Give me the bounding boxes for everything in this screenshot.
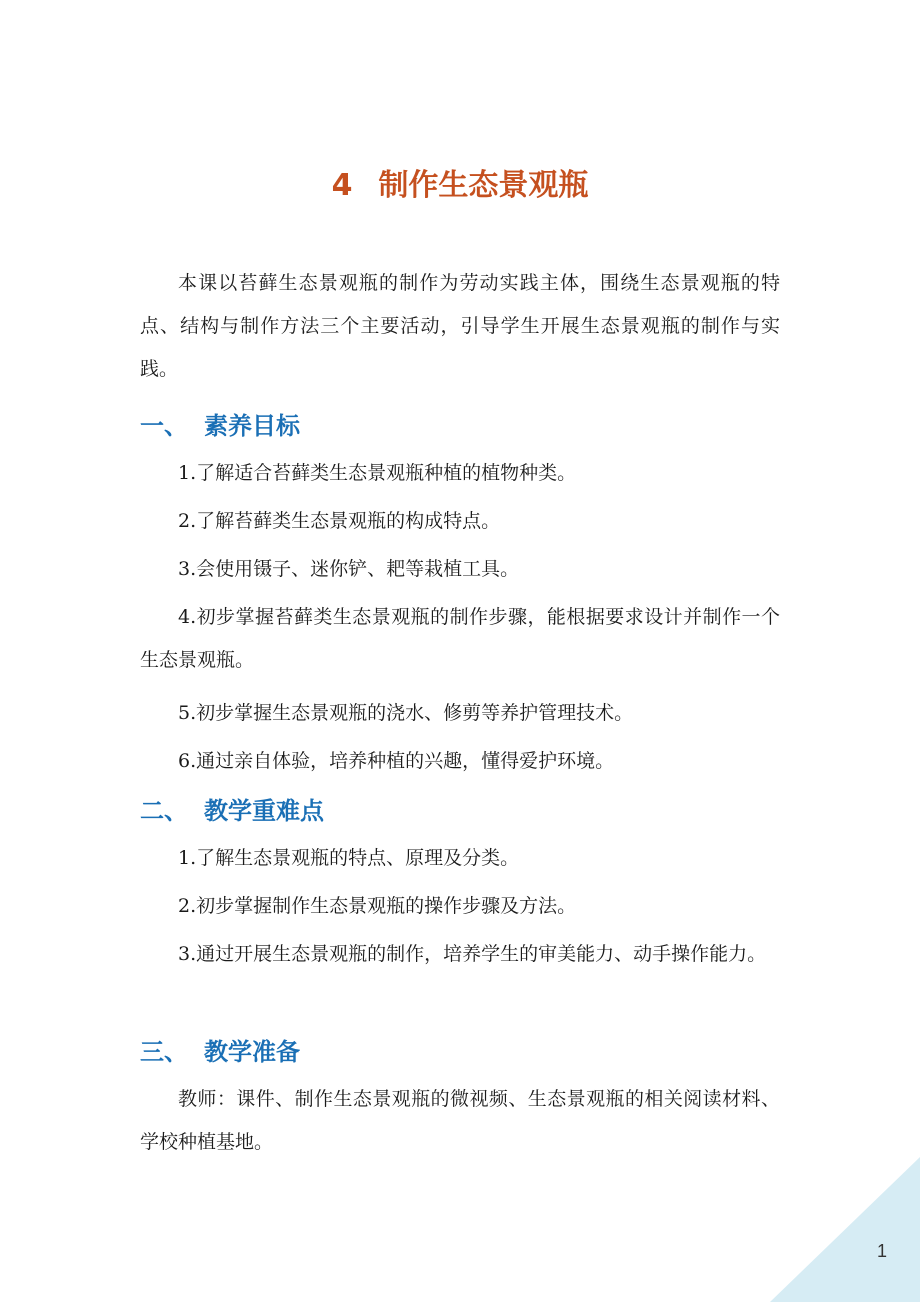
section-title: 教学准备 (204, 1038, 300, 1066)
intro-paragraph: 本课以苔藓生态景观瓶的制作为劳动实践主体，围绕生态景观瓶的特点、结构与制作方法三个主要活动，引导学生开展生态景观瓶的制作与实践。 (140, 272, 780, 380)
list-item: 1.了解适合苔藓类生态景观瓶种植的植物种类。 (178, 462, 577, 484)
list-item: 2.了解苔藓类生态景观瓶的构成特点。 (178, 510, 501, 532)
page-number: 1 (876, 1241, 887, 1261)
section-number: 二、 (140, 797, 188, 825)
section-number: 三、 (140, 1038, 188, 1066)
list-item: 4.初步掌握苔藓类生态景观瓶的制作步骤，能根据要求设计并制作一个生态景观瓶。 (140, 606, 780, 671)
section-number: 一、 (140, 412, 188, 440)
section-title: 教学重难点 (204, 797, 324, 825)
list-item: 3.会使用镊子、迷你铲、耙等栽植工具。 (178, 558, 520, 580)
section-heading-preparation (140, 1036, 300, 1068)
title-text: 制作生态景观瓶 (378, 168, 589, 203)
section-title: 素养目标 (204, 412, 300, 440)
list-item: 2.初步掌握制作生态景观瓶的操作步骤及方法。 (178, 895, 577, 917)
corner-decoration (770, 1157, 920, 1302)
list-item: 3.通过开展生态景观瓶的制作，培养学生的审美能力、动手操作能力。 (178, 943, 767, 965)
list-item: 6.通过亲自体验，培养种植的兴趣，懂得爱护环境。 (178, 750, 615, 772)
list-item: 1.了解生态景观瓶的特点、原理及分类。 (178, 847, 520, 869)
list-item: 教师：课件、制作生态景观瓶的微视频、生态景观瓶的相关阅读材料、学校种植基地。 (140, 1088, 780, 1153)
section-heading-key-points (140, 795, 324, 827)
page-title (140, 166, 780, 206)
list-item: 5.初步掌握生态景观瓶的浇水、修剪等养护管理技术。 (178, 702, 634, 724)
section-heading-goals (140, 410, 300, 442)
title-number: 4 (331, 168, 353, 203)
